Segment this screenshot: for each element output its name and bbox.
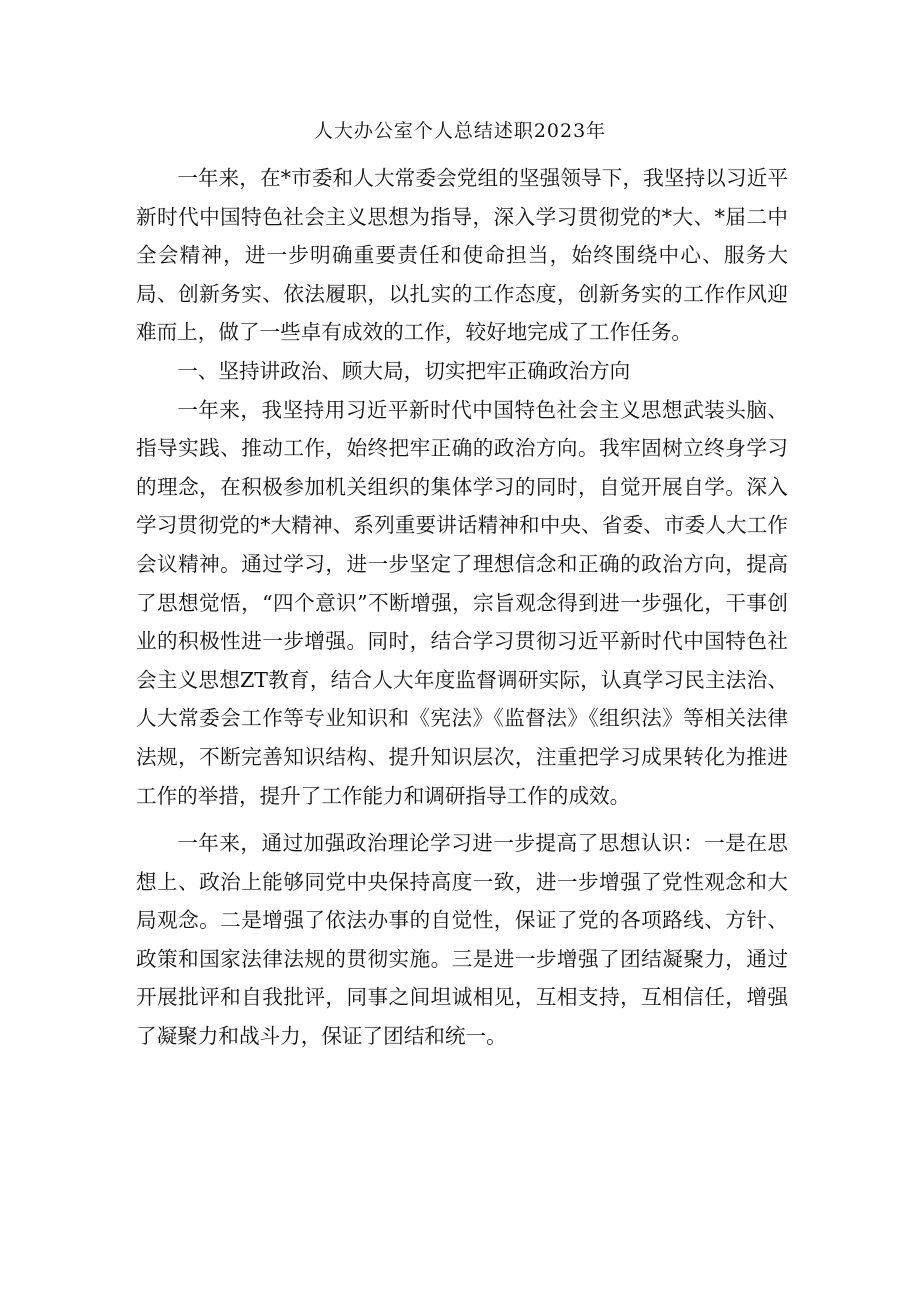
document-title: 人大办公室个人总结述职2023年 [313,120,607,142]
paragraph-study: 一年来，我坚持用习近平新时代中国特色社会主义思想武装头脑、指导实践、推动工作，始终把牢正确的政治方向。我牢固树立终身学习的理念，在积极参加机关组织的集体学习的同时，自觉开展自学。深入学习贯彻党的*大精神、系列重要讲话精神和中央、省委、市委人大工作会议精神。通过学习，进一步坚定了理想信念和正确的政治方向，提高了思想觉悟，“四个意识”不断增强，宗旨观念得到进一步强化，干事创业的积极性进一步增强。同时，结合学习贯彻习近平新时代中国特色社会主义思想ZT教育，结合人大年度监督调研实际，认真学习民主法治、人大常委会工作等专业知识和《宪法》《监督法》《组织法》等相关法律法规，不断完善知识结构、提升知识层次，注重把学习成果转化为推进工作的举措，提升了工作能力和调研指导工作的成效。 [136,397,788,808]
paragraph-intro: 一年来，在*市委和人大常委会党组的坚强领导下，我坚持以习近平新时代中国特色社会主义思想为指导，深入学习贯彻党的*大、*届二中全会精神，进一步明确重要责任和使命担当，始终围绕中心、服务大局、创新务实、依法履职，以扎实的工作态度，创新务实的工作作风迎难而上，做了一些卓有成效的工作，较好地完成了工作任务。 [136,166,788,345]
paragraph-awareness: 一年来，通过加强政治理论学习进一步提高了思想认识：一是在思想上、政治上能够同党中央保持高度一致，进一步增强了党性观念和大局观念。二是增强了依法办事的自觉性，保证了党的各项路线、方针、政策和国家法律法规的贯彻实施。三是进一步增强了团结凝聚力，通过开展批评和自我批评，同事之间坦诚相见，互相支持，互相信任，增强了凝聚力和战斗力，保证了团结和统一。 [136,831,788,1049]
document-body [136,159,788,1056]
section-heading-1: 一、坚持讲政治、顾大局，切实把牢正确政治方向 [177,358,631,383]
